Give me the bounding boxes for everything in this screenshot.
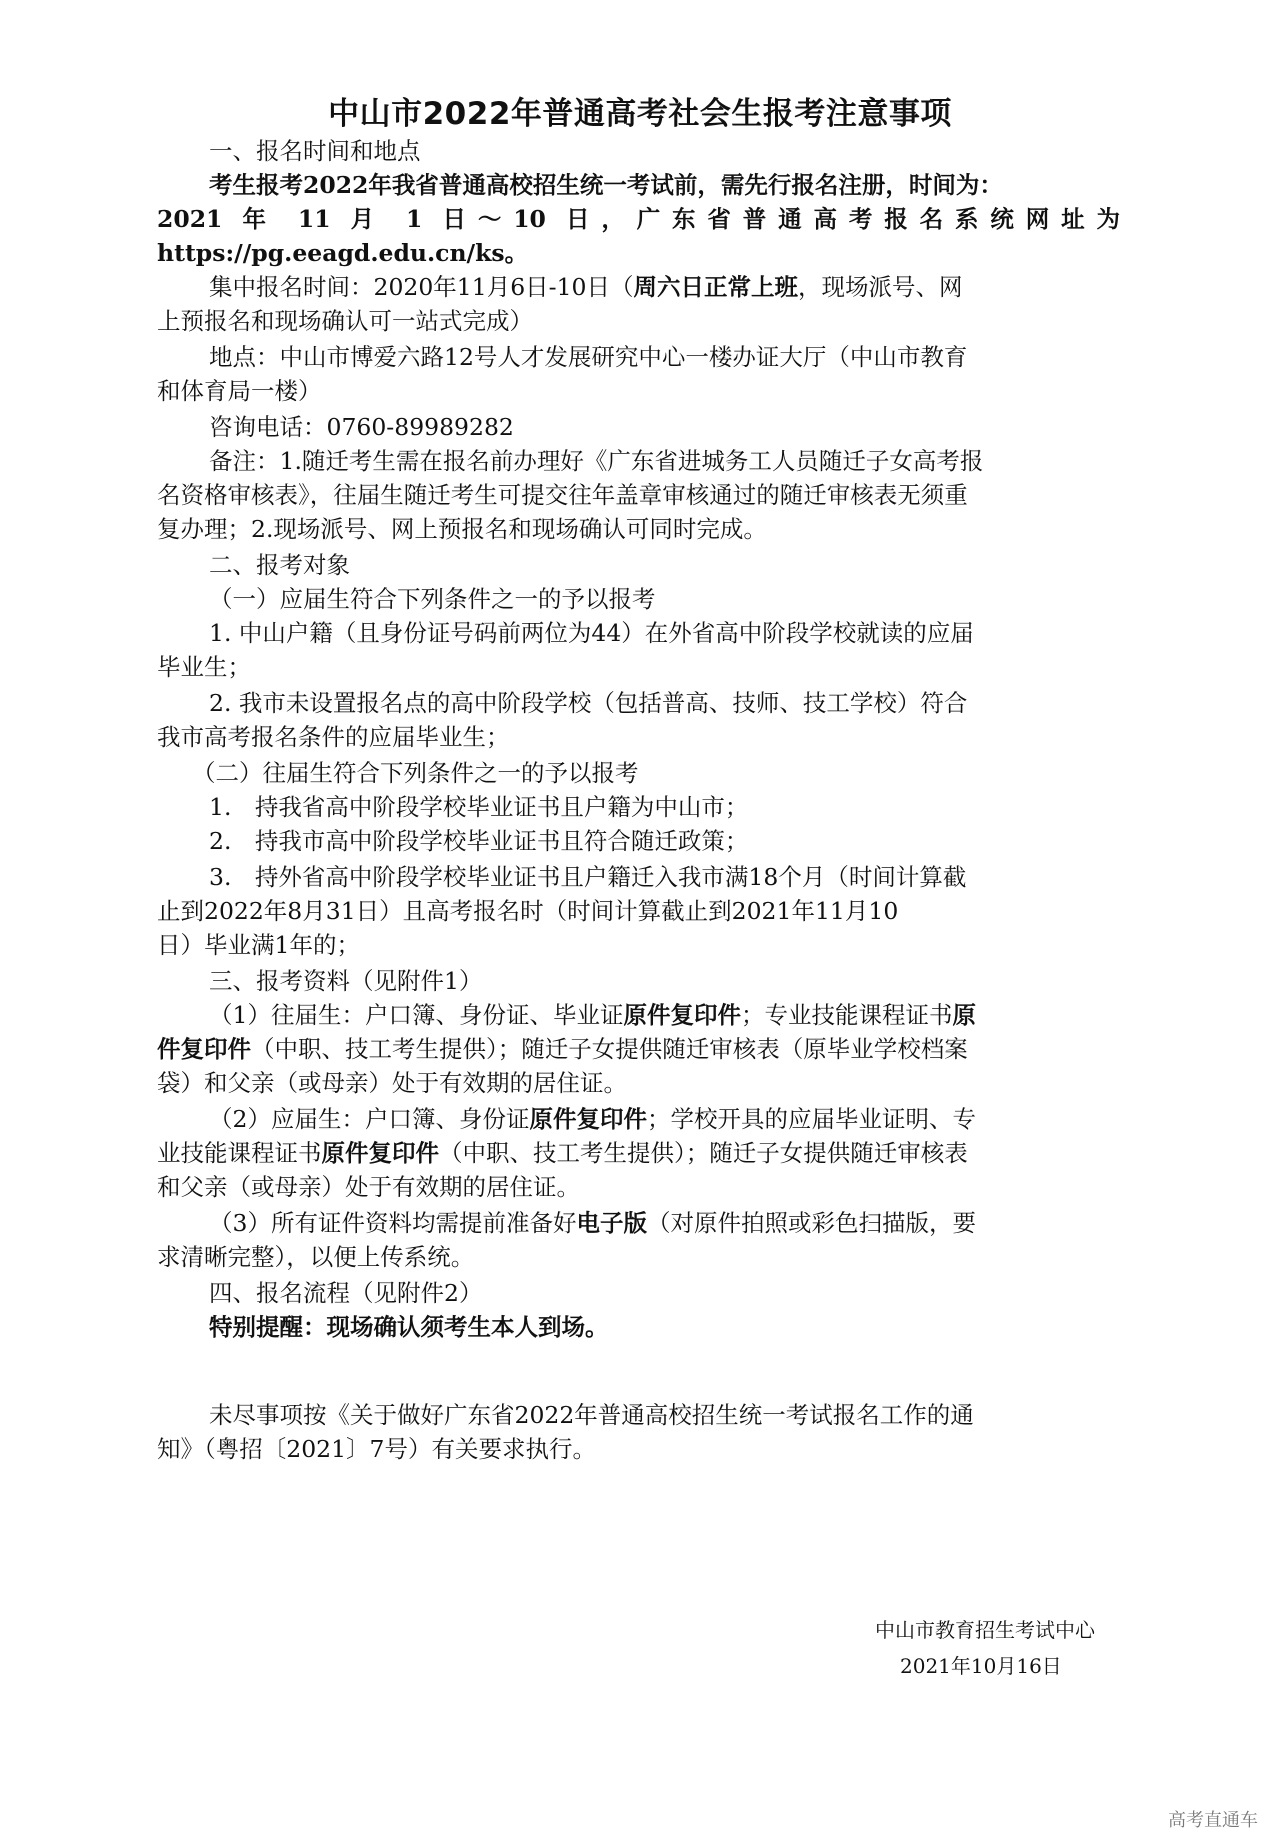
paragraph-line: 1. 中山户籍（且身份证号码前两位为44）在外省高中阶段学校就读的应届 — [209, 619, 974, 647]
paragraph-line: 咨询电话：0760-89989282 — [209, 413, 514, 441]
paragraph-line: 知》（粤招〔2021〕7号）有关要求执行。 — [157, 1435, 597, 1463]
paragraph-line: （3）所有证件资料均需提前准备好电子版（对原件拍照或彩色扫描版，要 — [209, 1209, 976, 1237]
paragraph-line: 日）毕业满1年的； — [157, 931, 360, 959]
paragraph-line: 和父亲（或母亲）处于有效期的居住证。 — [157, 1173, 580, 1201]
paragraph-line: 复办理；2.现场派号、网上预报名和现场确认可同时完成。 — [157, 515, 767, 543]
paragraph-line: 和体育局一楼） — [157, 377, 322, 405]
paragraph-line: 毕业生； — [157, 653, 251, 681]
paragraph-line: 备注：1.随迁考生需在报名前办理好《广东省进城务工人员随迁子女高考报 — [209, 447, 984, 475]
paragraph-line: 3. 持外省高中阶段学校毕业证书且户籍迁入我市满18个月（时间计算截 — [209, 863, 967, 891]
paragraph-line: 止到2022年8月31日）且高考报名时（时间计算截止到2021年11月10 — [157, 897, 899, 925]
signature-date: 2021年10月16日 — [900, 1654, 1062, 1678]
special-reminder: 特别提醒：现场确认须考生本人到场。 — [209, 1313, 609, 1341]
paragraph-line: 袋）和父亲（或母亲）处于有效期的居住证。 — [157, 1069, 627, 1097]
paragraph-line: 1. 持我省高中阶段学校毕业证书且户籍为中山市； — [209, 793, 749, 821]
section-heading-1: 一、报名时间和地点 — [209, 137, 421, 165]
paragraph-line: （1）往届生：户口簿、身份证、毕业证原件复印件；专业技能课程证书原 — [209, 1001, 976, 1029]
section-heading-4: 四、报名流程（见附件2） — [209, 1279, 483, 1307]
paragraph-line: 2. 持我市高中阶段学校毕业证书且符合随迁政策； — [209, 827, 749, 855]
paragraph-line: 未尽事项按《关于做好广东省2022年普通高校招生统一考试报名工作的通 — [209, 1401, 974, 1429]
paragraph-line: 名资格审核表》，往届生随迁考生可提交往年盖章审核通过的随迁审核表无须重 — [157, 481, 968, 509]
paragraph-line: https://pg.eeagd.edu.cn/ks。 — [157, 239, 529, 267]
paragraph-line: 考生报考2022年我省普通高校招生统一考试前，需先行报名注册，时间为： — [209, 171, 1003, 199]
paragraph-line: 求清晰完整），以便上传系统。 — [157, 1243, 475, 1271]
paragraph-line: （二）往届生符合下列条件之一的予以报考 — [192, 759, 639, 787]
paragraph-line: （2）应届生：户口簿、身份证原件复印件；学校开具的应届毕业证明、专 — [209, 1105, 976, 1133]
watermark: 高考直通车 — [1168, 1810, 1258, 1831]
section-heading-3: 三、报考资料（见附件1） — [209, 967, 483, 995]
paragraph-line: 件复印件（中职、技工考生提供）；随迁子女提供随迁审核表（原毕业学校档案 — [157, 1035, 968, 1063]
signature-org: 中山市教育招生考试中心 — [875, 1618, 1095, 1642]
paragraph-line: 2021 年 11 月 1 日～10 日，广东省普通高考报名系统网址为 — [157, 205, 1120, 233]
paragraph-line: 上预报名和现场确认可一站式完成） — [157, 307, 533, 335]
page-title: 中山市2022年普通高考社会生报考注意事项 — [328, 96, 952, 132]
paragraph-line: （一）应届生符合下列条件之一的予以报考 — [209, 585, 656, 613]
paragraph-line: 地点：中山市博爱六路12号人才发展研究中心一楼办证大厅（中山市教育 — [209, 343, 968, 371]
paragraph-line: 集中报名时间：2020年11月6日-10日（周六日正常上班，现场派号、网 — [209, 273, 963, 301]
paragraph-line: 业技能课程证书原件复印件（中职、技工考生提供）；随迁子女提供随迁审核表 — [157, 1139, 968, 1167]
section-heading-2: 二、报考对象 — [209, 551, 350, 579]
paragraph-line: 2. 我市未设置报名点的高中阶段学校（包括普高、技师、技工学校）符合 — [209, 689, 968, 717]
paragraph-line: 我市高考报名条件的应届毕业生； — [157, 723, 510, 751]
